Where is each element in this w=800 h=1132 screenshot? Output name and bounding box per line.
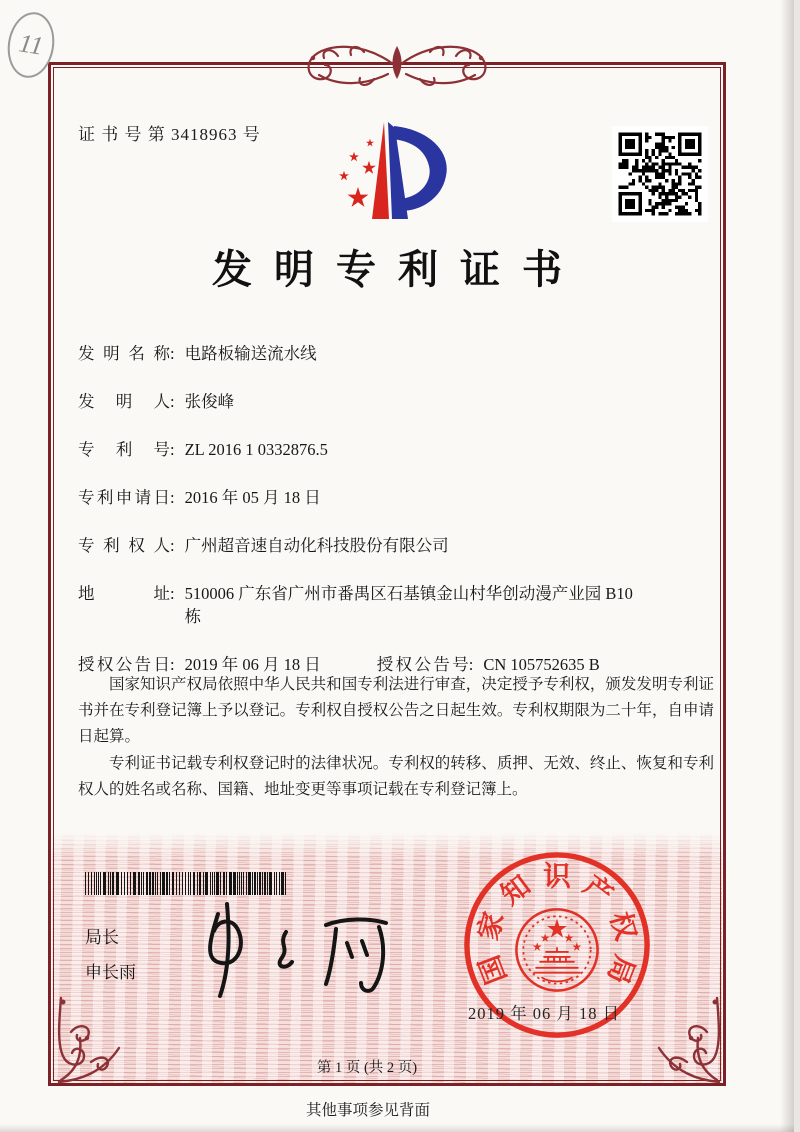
officer-block xyxy=(85,920,136,990)
field-patentee: 专利权人 : 广州超音速自动化科技股份有限公司 xyxy=(78,536,449,555)
legal-paragraph-2: 专利证书记载专利权登记时的法律状况。专利权的转移、质押、无效、终止、恢复和专利权人的姓名或名称、国籍、地址变更等事项记载在专利登记簿上。 xyxy=(78,755,714,798)
field-application-date: 专利申请日 : 2016 年 05 月 18 日 xyxy=(78,488,321,507)
certificate-title: 发明专利证书 xyxy=(212,247,584,292)
field-value: 2016 年 05 月 18 日 xyxy=(184,488,321,507)
page-number: 第 1 页 (共 2 页) xyxy=(316,1060,418,1076)
field-label: 发明人 xyxy=(78,392,170,411)
field-list xyxy=(78,342,718,701)
field-label: 授权公告日 xyxy=(78,655,170,674)
field-label: 专利号 xyxy=(78,440,170,459)
grant-date-value: 2019 年 06 月 18 日 xyxy=(184,655,321,674)
field-patent-number: 专利号 : ZL 2016 1 0332876.5 xyxy=(78,440,328,459)
pencil-annotation xyxy=(3,9,59,81)
seal-date: 2019 年 06 月 18 日 xyxy=(468,1004,621,1023)
legal-paragraph-1: 国家知识产权局依照中华人民共和国专利法进行审查，决定授予专利权，颁发发明专利证书并在专利登记簿上予以登记。专利权自授权公告之日起生效。专利权期限为二十年，自申请日起算。 xyxy=(78,676,714,745)
field-value: 510006 广东省广州市番禺区石基镇金山村华创动漫产业园 B10 栋 xyxy=(184,584,633,626)
seal-char: 产 xyxy=(578,869,619,911)
seal-char: 识 xyxy=(543,860,571,892)
director-signature-icon xyxy=(180,898,430,1002)
field-label: 地址 xyxy=(78,584,170,603)
grant-number-value: CN 105752635 B xyxy=(483,655,600,674)
field-value: 张俊峰 xyxy=(184,392,235,411)
field-grant-row: 授权公告日 : 2019 年 06 月 18 日 授权公告号 : CN 105752635 B xyxy=(78,655,600,674)
field-label: 发明名称 xyxy=(78,344,170,363)
field-value: 电路板输送流水线 xyxy=(184,344,317,363)
scan-edge-bottom xyxy=(0,1124,794,1132)
officer-title: 局长 xyxy=(85,928,119,947)
back-note: 其他事项参见背面 xyxy=(305,1102,430,1119)
seal-char: 局 xyxy=(601,951,641,989)
barcode xyxy=(85,872,291,895)
seal-char: 国 xyxy=(473,951,513,989)
field-label: 专利权人 xyxy=(78,536,170,555)
national-emblem-icon xyxy=(516,909,597,990)
seal-char: 权 xyxy=(604,908,642,944)
border-ornament-top-icon xyxy=(268,34,526,96)
scan-edge-right xyxy=(780,0,794,1132)
cnipa-logo-icon xyxy=(328,112,460,238)
field-invention-name: 发明名称 : 电路板输送流水线 xyxy=(78,344,317,363)
field-label: 专利申请日 xyxy=(78,488,170,507)
field-value: 广州超音速自动化科技股份有限公司 xyxy=(184,536,449,555)
qr-code xyxy=(612,126,708,222)
certificate-number: 证 书 号 第 3418963 号 xyxy=(78,125,261,144)
seal-char: 知 xyxy=(495,869,536,911)
field-value: ZL 2016 1 0332876.5 xyxy=(184,440,328,459)
seal-char: 家 xyxy=(472,908,510,944)
field-label: 授权公告号 xyxy=(376,655,469,674)
field-inventor: 发明人 : 张俊峰 xyxy=(78,392,235,411)
pencil-annotation-text: 11 xyxy=(16,28,46,61)
officer-name: 申长雨 xyxy=(85,963,136,982)
field-address: 地址 : 510006 广东省广州市番禺区石基镇金山村华创动漫产业园 B10 栋 xyxy=(78,582,718,628)
legal-text xyxy=(78,672,714,804)
